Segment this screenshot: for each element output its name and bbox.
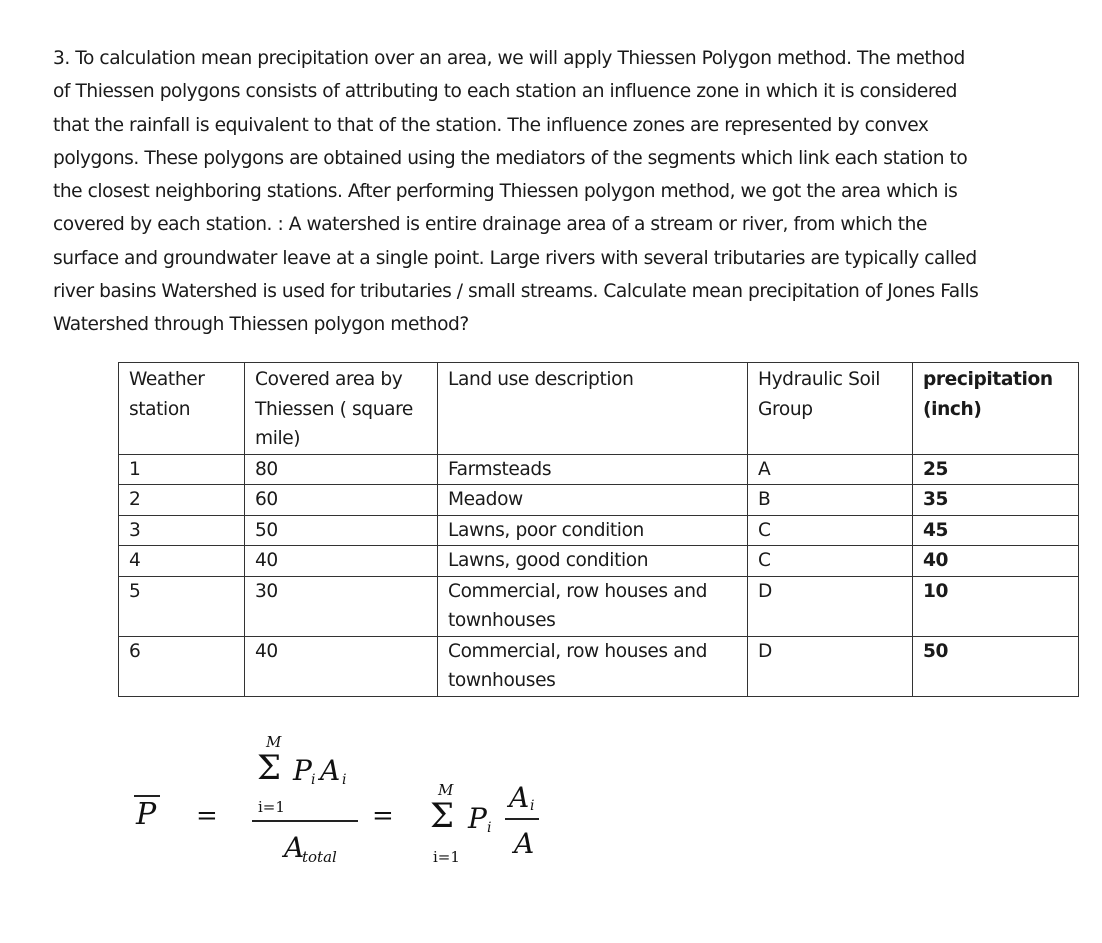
- table-row: [119, 515, 1079, 546]
- mean-p: P: [136, 797, 157, 832]
- ratio-numerator-a: A: [509, 781, 530, 814]
- cell-land-use: Lawns, poor condition: [438, 515, 748, 546]
- station-table: [118, 362, 1079, 697]
- question-line: the closest neighboring stations. After performing Thiessen polygon method, we got the area which is: [53, 181, 958, 203]
- cell-area: 80: [245, 454, 438, 485]
- numerator-a: A: [320, 754, 341, 787]
- numerator-p: P: [293, 754, 312, 787]
- table-row: [119, 546, 1079, 577]
- cell-land-use: Commercial, row houses and townhouses: [438, 636, 748, 696]
- question-line: of Thiessen polygons consists of attributing to each station an influence zone in which it is considered: [53, 81, 958, 103]
- cell-station: 5: [119, 576, 245, 636]
- cell-land-use: Commercial, row houses and townhouses: [438, 576, 748, 636]
- header-land-use: Land use description: [438, 363, 748, 455]
- subscript-i: i: [342, 772, 347, 788]
- equals-sign: =: [372, 801, 394, 831]
- table-row: [119, 636, 1079, 696]
- question-line: surface and groundwater leave at a single point. Large rivers with several tributaries are typically called: [53, 247, 977, 269]
- cell-station: 2: [119, 485, 245, 516]
- sum-lower-limit: i=1: [433, 848, 460, 866]
- p-bar: [134, 795, 160, 797]
- cell-precipitation: 25: [913, 454, 1079, 485]
- cell-precipitation: 45: [913, 515, 1079, 546]
- cell-station: 1: [119, 454, 245, 485]
- cell-area: 30: [245, 576, 438, 636]
- header-soil-group: Hydraulic Soil Group: [748, 363, 913, 455]
- header-station: Weather station: [119, 363, 245, 455]
- cell-station: 3: [119, 515, 245, 546]
- question-line: covered by each station. : A watershed is entire drainage area of a stream or river, from which the: [53, 214, 927, 236]
- question-line: polygons. These polygons are obtained using the mediators of the segments which link each station to: [53, 147, 968, 169]
- weight-p: P: [468, 802, 487, 835]
- fraction-bar: [252, 820, 358, 822]
- cell-soil-group: D: [748, 576, 913, 636]
- denominator-subscript: total: [302, 848, 337, 866]
- sum-lower-limit: i=1: [258, 798, 285, 816]
- sigma-symbol: Σ: [430, 796, 455, 836]
- question-line: that the rainfall is equivalent to that of the station. The influence zones are represented by convex: [53, 114, 929, 136]
- sum-upper-limit: M: [266, 733, 282, 751]
- sigma-symbol: Σ: [257, 748, 282, 788]
- table-row: [119, 485, 1079, 516]
- cell-area: 40: [245, 546, 438, 577]
- sum-upper-limit: M: [438, 781, 454, 799]
- cell-area: 60: [245, 485, 438, 516]
- cell-soil-group: A: [748, 454, 913, 485]
- table-row: [119, 576, 1079, 636]
- cell-land-use: Lawns, good condition: [438, 546, 748, 577]
- question-line: 3. To calculation mean precipitation over an area, we will apply Thiessen Polygon method. The method: [53, 48, 965, 69]
- subscript-i: i: [487, 820, 492, 836]
- cell-soil-group: C: [748, 546, 913, 577]
- table-row: [119, 454, 1079, 485]
- cell-precipitation: 35: [913, 485, 1079, 516]
- cell-precipitation: 50: [913, 636, 1079, 696]
- cell-soil-group: C: [748, 515, 913, 546]
- cell-area: 40: [245, 636, 438, 696]
- equals-sign: =: [196, 801, 218, 831]
- cell-soil-group: B: [748, 485, 913, 516]
- subscript-i: i: [311, 772, 316, 788]
- cell-land-use: Meadow: [438, 485, 748, 516]
- header-precipitation: precipitation (inch): [913, 363, 1079, 455]
- denominator-a: A: [284, 831, 305, 864]
- question-line: river basins Watershed is used for tributaries / small streams. Calculate mean precipitation of Jones Falls: [53, 281, 979, 303]
- cell-land-use: Farmsteads: [438, 454, 748, 485]
- cell-station: 6: [119, 636, 245, 696]
- subscript-i: i: [530, 798, 535, 814]
- ratio-bar: [505, 818, 539, 820]
- cell-area: 50: [245, 515, 438, 546]
- question-line: Watershed through Thiessen polygon method?: [53, 314, 469, 336]
- ratio-denominator-a: A: [514, 827, 535, 860]
- cell-station: 4: [119, 546, 245, 577]
- cell-precipitation: 40: [913, 546, 1079, 577]
- table-header-row: [119, 363, 1079, 455]
- cell-soil-group: D: [748, 636, 913, 696]
- question-text: [53, 42, 1063, 342]
- header-area: Covered area by Thiessen ( square mile): [245, 363, 438, 455]
- cell-precipitation: 10: [913, 576, 1079, 636]
